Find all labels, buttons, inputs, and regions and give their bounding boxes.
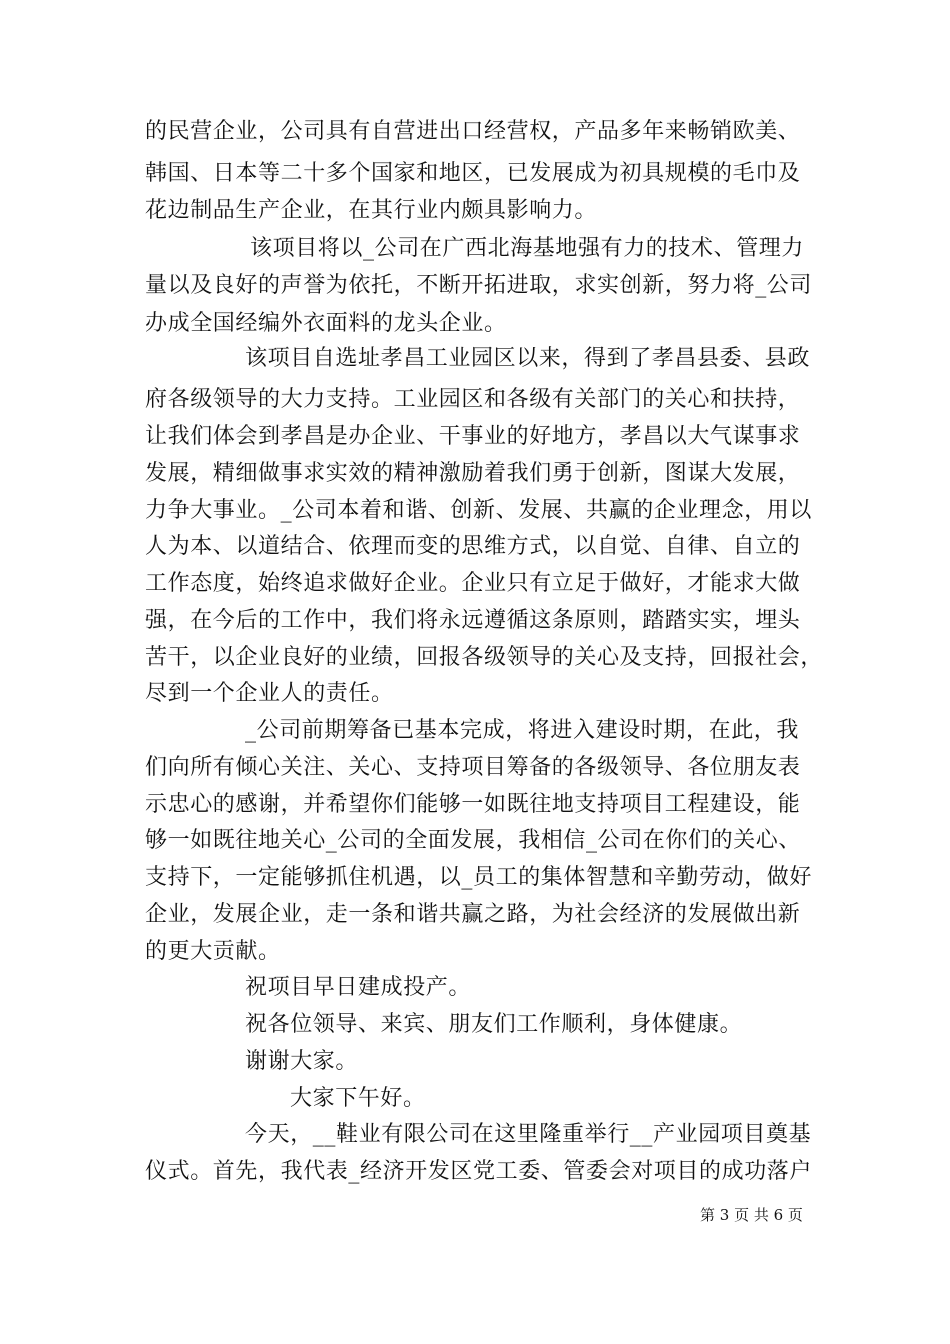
- body-text-line: 工作态度，始终追求做好企业。企业只有立足于做好，才能求大做: [145, 571, 801, 596]
- paragraph-first-line: 该项目将以_公司在广西北海基地强有力的技术、管理力: [250, 236, 805, 261]
- body-text-line: 的更大贡献。: [145, 939, 281, 964]
- body-text-line: 尽到一个企业人的责任。: [145, 681, 394, 706]
- body-text-line: 苦干，以企业良好的业绩，回报各级领导的关心及支持，回报社会，: [145, 645, 824, 670]
- paragraph-first-line: 今天，__鞋业有限公司在这里隆重举行__产业园项目奠基: [245, 1122, 812, 1147]
- body-text-line: 们向所有倾心关注、关心、支持项目筹备的各级领导、各位朋友表: [145, 755, 801, 780]
- body-text-line: 的民营企业，公司具有自营进出口经营权，产品多年来畅销欧美、: [145, 119, 801, 144]
- body-text-line: 花边制品生产企业，在其行业内颇具影响力。: [145, 198, 598, 223]
- closing-line: 谢谢大家。: [245, 1049, 359, 1074]
- body-text-line: 人为本、以道结合、依理而变的思维方式，以自觉、自律、自立的: [145, 534, 801, 559]
- body-text-line: 力争大事业。_公司本着和谐、创新、发展、共赢的企业理念，用以: [145, 498, 813, 523]
- paragraph-first-line: 该项目自选址孝昌工业园区以来，得到了孝昌县委、县政: [245, 346, 811, 371]
- body-text-line: 府各级领导的大力支持。工业园区和各级有关部门的关心和扶持，: [145, 387, 801, 412]
- body-text-line: 强，在今后的工作中，我们将永远遵循这条原则，踏踏实实，埋头: [145, 608, 801, 633]
- body-text-line: 支持下，一定能够抓住机遇，以_员工的集体智慧和辛勤劳动，做好: [145, 865, 813, 890]
- body-text-line: 办成全国经编外衣面料的龙头企业。: [145, 311, 507, 336]
- body-text-line: 企业，发展企业，走一条和谐共赢之路，为社会经济的发展做出新: [145, 902, 801, 927]
- closing-line: 祝项目早日建成投产。: [245, 975, 472, 1000]
- paragraph-first-line: _公司前期筹备已基本完成，将进入建设时期，在此，我: [245, 718, 800, 743]
- body-text-line: 发展，精细做事求实效的精神激励着我们勇于创新，图谋大发展，: [145, 461, 801, 486]
- body-text-line: 够一如既往地关心_公司的全面发展，我相信_公司在你们的关心、: [145, 828, 802, 853]
- body-text-line: 仪式。首先，我代表_经济开发区党工委、管委会对项目的成功落户: [145, 1159, 813, 1184]
- closing-line: 祝各位领导、来宾、朋友们工作顺利，身体健康。: [245, 1012, 743, 1037]
- body-text-line: 韩国、日本等二十多个国家和地区，已发展成为初具规模的毛巾及: [145, 161, 801, 186]
- body-text-line: 量以及良好的声誉为依托，不断开拓进取，求实创新，努力将_公司: [145, 273, 813, 298]
- body-text-line: 让我们体会到孝昌是办企业、干事业的好地方，孝昌以大气谋事求: [145, 424, 801, 449]
- page-number-footer: 第 3 页 共 6 页: [700, 1206, 803, 1224]
- greeting-line: 大家下午好。: [290, 1086, 426, 1111]
- body-text-line: 示忠心的感谢，并希望你们能够一如既往地支持项目工程建设，能: [145, 792, 801, 817]
